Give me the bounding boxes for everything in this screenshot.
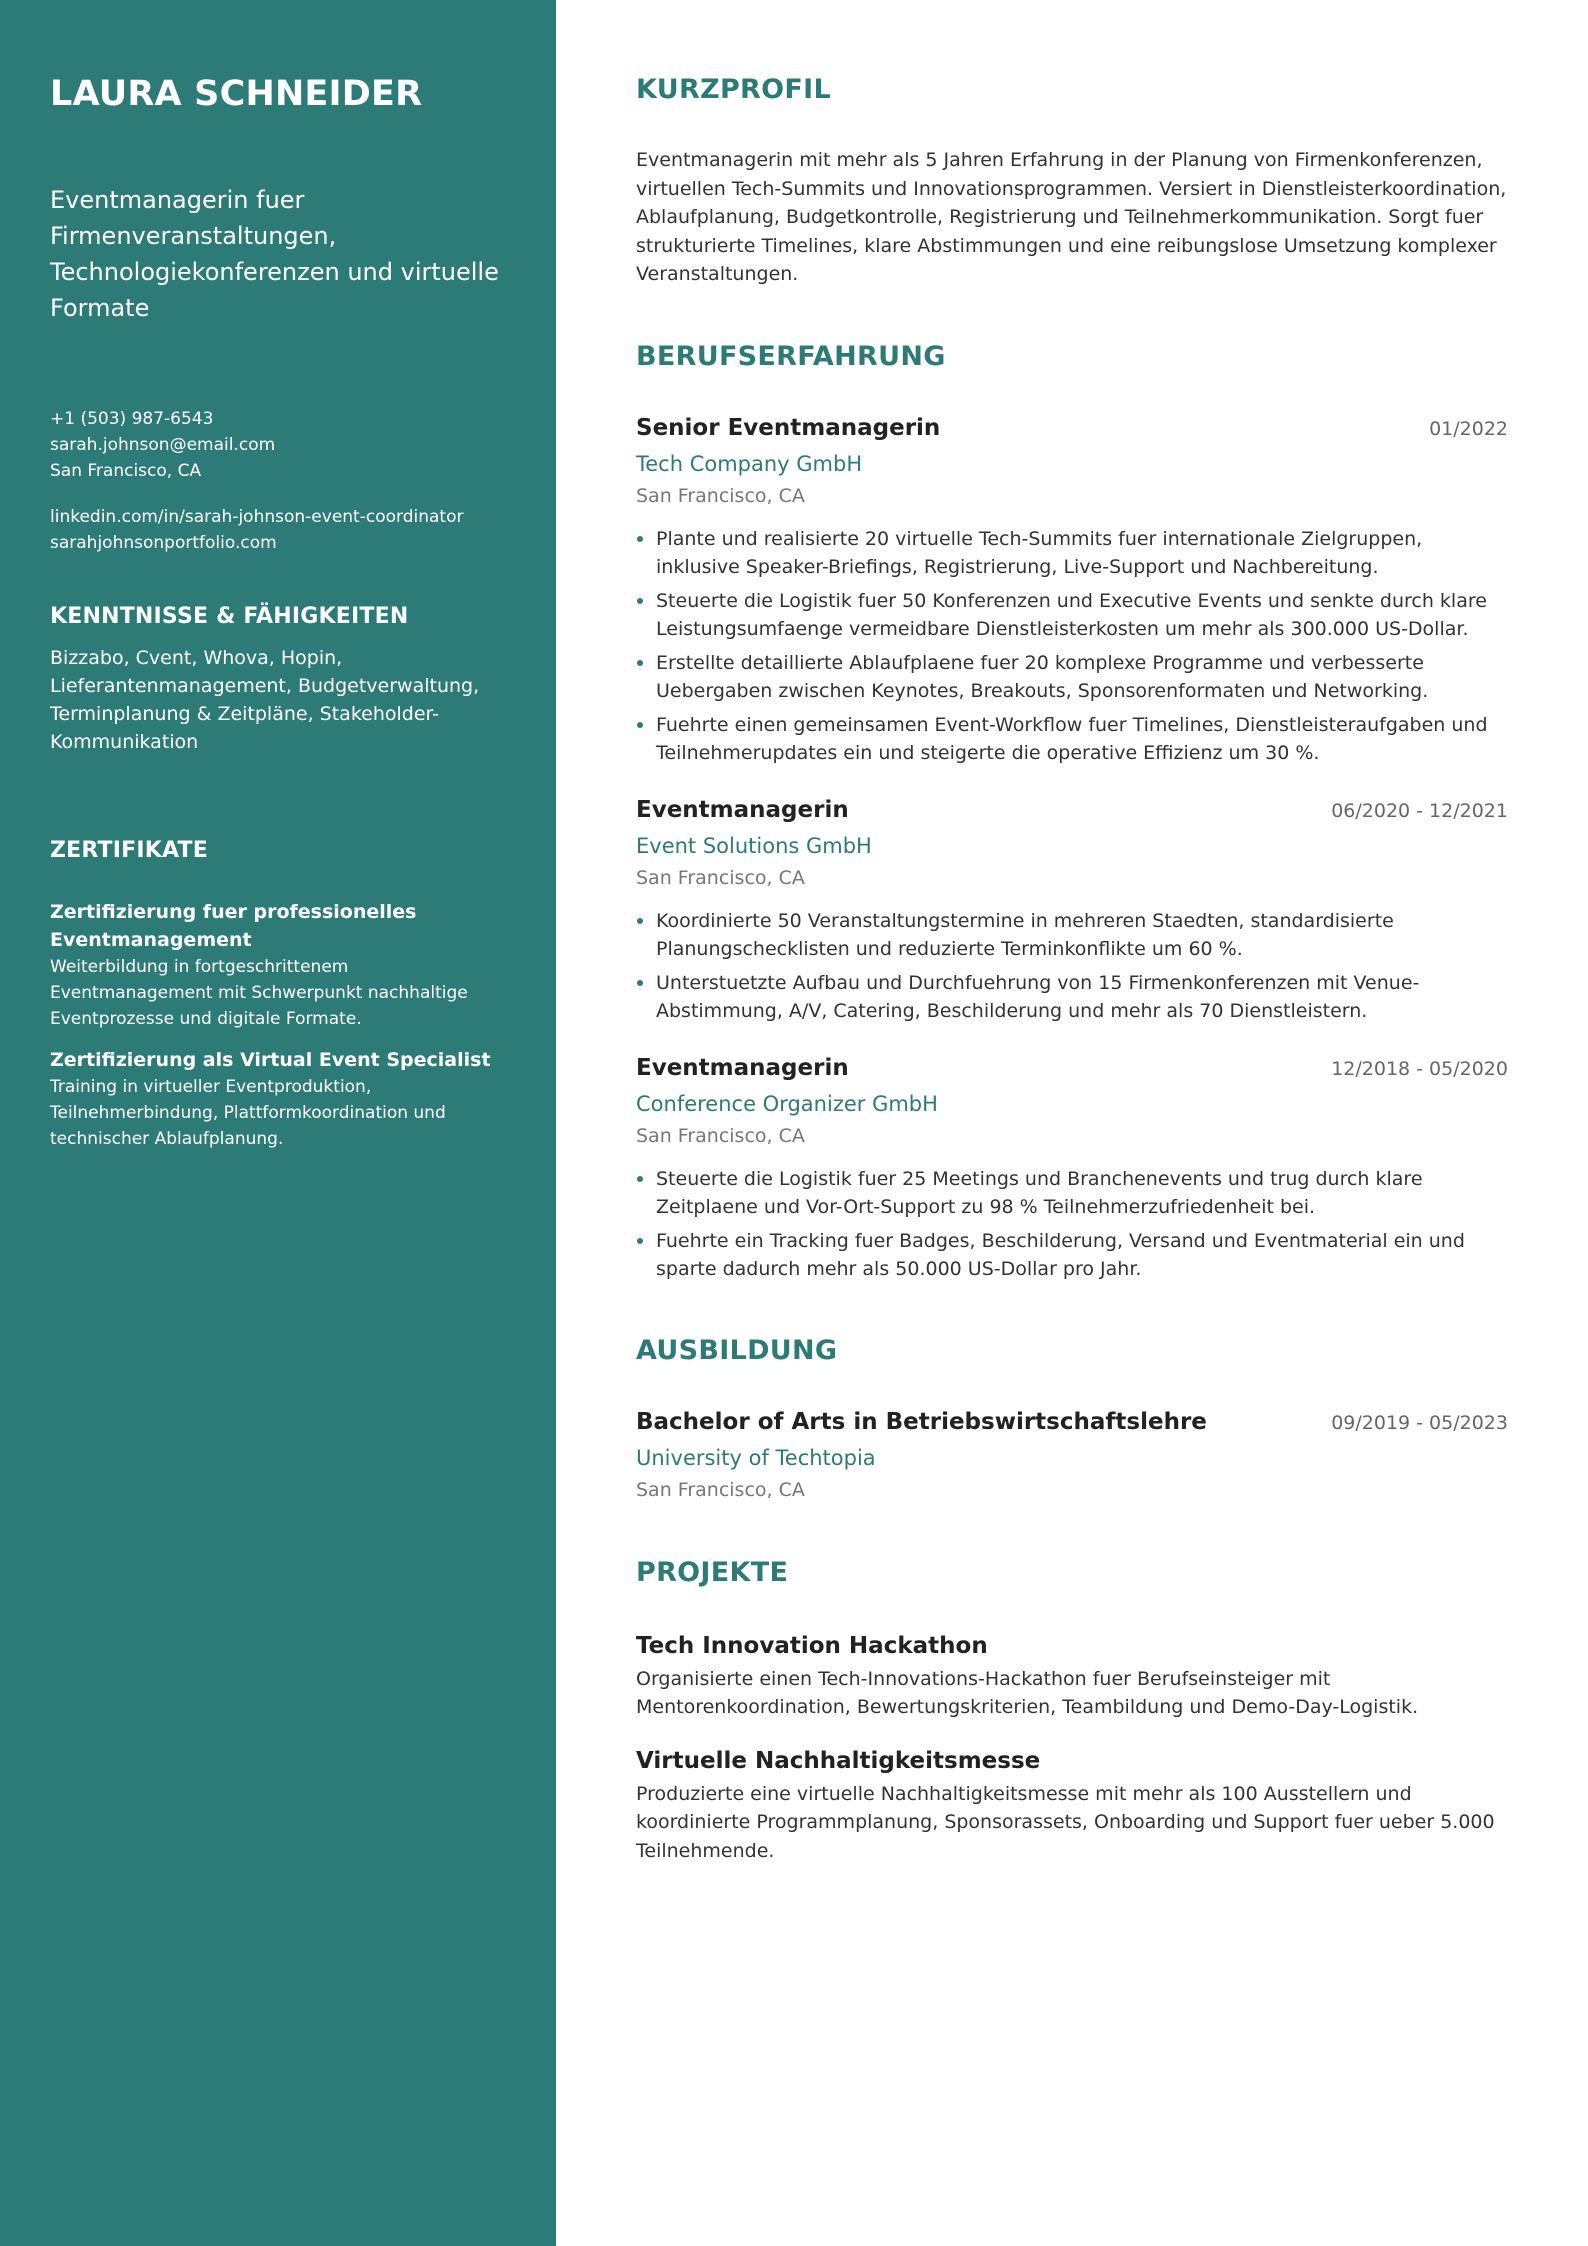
skills-text: Bizzabo, Cvent, Whova, Hopin, Lieferantenmanagement, Budgetverwaltung, Terminplanung & Zeitpläne, Stakeholder-Kommunikation [50, 647, 480, 753]
job-entry [636, 411, 1508, 767]
job-company: Conference Organizer GmbH [636, 1091, 938, 1116]
job-entry [636, 793, 1508, 1025]
bullet-item: Fuehrte ein Tracking fuer Badges, Beschilderung, Versand und Eventmaterial ein und sparte dadurch mehr als 50.000 US-Dollar pro Jahr. [636, 1227, 1508, 1283]
bullet-item: Erstellte detaillierte Ablaufplaene fuer 20 komplexe Programme und verbesserte Uebergaben zwischen Keynotes, Breakouts, Sponsorenformaten und Networking. [636, 649, 1508, 705]
certificate-item [50, 898, 516, 1032]
contact-linkedin: linkedin.com/in/sarah-johnson-event-coordinator [50, 507, 464, 527]
education-entry [636, 1405, 1508, 1505]
contact-portfolio: sarahjohnsonportfolio.com [50, 533, 277, 553]
summary-text: Eventmanagerin mit mehr als 5 Jahren Erfahrung in der Planung von Firmenkonferenzen, virtuellen Tech-Summits und Innovationsprogrammen. Versiert in Dienstleisterkoordination, Ablaufplanung, Budgetkontrolle, Registrierung und Teilnehmerkommunikation. Sorgt fuer strukturierte Timelines, klare Abstimmungen und eine reibungslose Umsetzung komplexer Veranstaltungen. [636, 149, 1507, 285]
contact-location: San Francisco, CA [50, 461, 202, 481]
job-bullets [636, 525, 1508, 767]
project-description: Organisierte einen Tech-Innovations-Hackathon fuer Berufseinsteiger mit Mentorenkoordination, Bewertungskriterien, Teambildung und Demo-Day-Logistik. [636, 1667, 1419, 1718]
job-company: Tech Company GmbH [636, 451, 863, 476]
job-entry [636, 1051, 1508, 1283]
skills-heading: KENNTNISSE & FÄHIGKEITEN [50, 604, 409, 629]
job-bullets [636, 907, 1508, 1025]
project-entry [636, 1744, 1508, 1866]
project-description: Produzierte eine virtuelle Nachhaltigkeitsmesse mit mehr als 100 Ausstellern und koordinierte Programmplanung, Sponsorassets, Onboarding und Support fuer ueber 5.000 Teilnehmende. [636, 1782, 1495, 1862]
job-title: Senior Eventmanagerin [636, 414, 941, 441]
contact-email: sarah.johnson@email.com [50, 435, 276, 455]
job-title: Eventmanagerin [636, 796, 849, 823]
experience-heading: BERUFSERFAHRUNG [636, 340, 946, 372]
project-title: Virtuelle Nachhaltigkeitsmesse [636, 1747, 1041, 1774]
certificates-heading: ZERTIFIKATE [50, 838, 208, 863]
project-entry [636, 1629, 1508, 1722]
bullet-item: Steuerte die Logistik fuer 25 Meetings und Branchenevents und trug durch klare Zeitplaene und Vor-Ort-Support zu 98 % Teilnehmerzufriedenheit bei. [636, 1165, 1508, 1221]
degree-title: Bachelor of Arts in Betriebswirtschaftslehre [636, 1408, 1207, 1435]
certificate-description: Weiterbildung in fortgeschrittenem Eventmanagement mit Schwerpunkt nachhaltige Eventprozesse und digitale Formate. [50, 957, 468, 1029]
candidate-name: LAURA SCHNEIDER [50, 74, 423, 114]
certificate-description: Training in virtueller Eventproduktion, Teilnehmerbindung, Plattformkoordination und technischer Ablaufplanung. [50, 1077, 446, 1149]
bullet-item: Unterstuetzte Aufbau und Durchfuehrung von 15 Firmenkonferenzen mit Venue-Abstimmung, A/V, Catering, Beschilderung und mehr als 70 Dienstleistern. [636, 969, 1508, 1025]
job-title: Eventmanagerin [636, 1054, 849, 1081]
education-date: 09/2019 - 05/2023 [1331, 1411, 1508, 1434]
school-location: San Francisco, CA [636, 1478, 805, 1501]
bullet-item: Plante und realisierte 20 virtuelle Tech-Summits fuer internationale Zielgruppen, inklusive Speaker-Briefings, Registrierung, Live-Support und Nachbereitung. [636, 525, 1508, 581]
education-heading: AUSBILDUNG [636, 1334, 838, 1366]
links-block [50, 504, 516, 556]
school-name: University of Techtopia [636, 1445, 876, 1470]
bullet-item: Koordinierte 50 Veranstaltungstermine in mehreren Staedten, standardisierte Planungschecklisten und reduzierte Terminkonflikte um 60 %. [636, 907, 1508, 963]
project-title: Tech Innovation Hackathon [636, 1632, 988, 1659]
education-list [636, 1405, 1508, 1505]
job-location: San Francisco, CA [636, 1124, 805, 1147]
main-content [556, 0, 1588, 2246]
job-bullets [636, 1165, 1508, 1283]
certificates-list [50, 898, 516, 1152]
candidate-tagline: Eventmanagerin fuer Firmenveranstaltungen, Technologiekonferenzen und virtuelle Formate [50, 186, 499, 322]
bullet-item: Fuehrte einen gemeinsamen Event-Workflow fuer Timelines, Dienstleisteraufgaben und Teilnehmerupdates ein und steigerte die operative Effizienz um 30 %. [636, 711, 1508, 767]
certificate-title: Zertifizierung fuer professionelles Eventmanagement [50, 901, 417, 951]
job-date: 01/2022 [1429, 417, 1508, 440]
experience-list [636, 411, 1508, 1283]
sidebar [0, 0, 556, 2246]
projects-heading: PROJEKTE [636, 1556, 789, 1588]
summary-heading: KURZPROFIL [636, 74, 831, 105]
contact-phone: +1 (503) 987-6543 [50, 409, 214, 429]
certificate-title: Zertifizierung als Virtual Event Specialist [50, 1049, 491, 1071]
job-location: San Francisco, CA [636, 484, 805, 507]
certificate-item [50, 1046, 516, 1152]
job-company: Event Solutions GmbH [636, 833, 872, 858]
projects-list [636, 1629, 1508, 1866]
contact-block [50, 406, 516, 484]
job-location: San Francisco, CA [636, 866, 805, 889]
bullet-item: Steuerte die Logistik fuer 50 Konferenzen und Executive Events und senkte durch klare Leistungsumfaenge vermeidbare Dienstleisterkosten um mehr als 300.000 US-Dollar. [636, 587, 1508, 643]
job-date: 12/2018 - 05/2020 [1331, 1057, 1508, 1080]
job-date: 06/2020 - 12/2021 [1331, 799, 1508, 822]
